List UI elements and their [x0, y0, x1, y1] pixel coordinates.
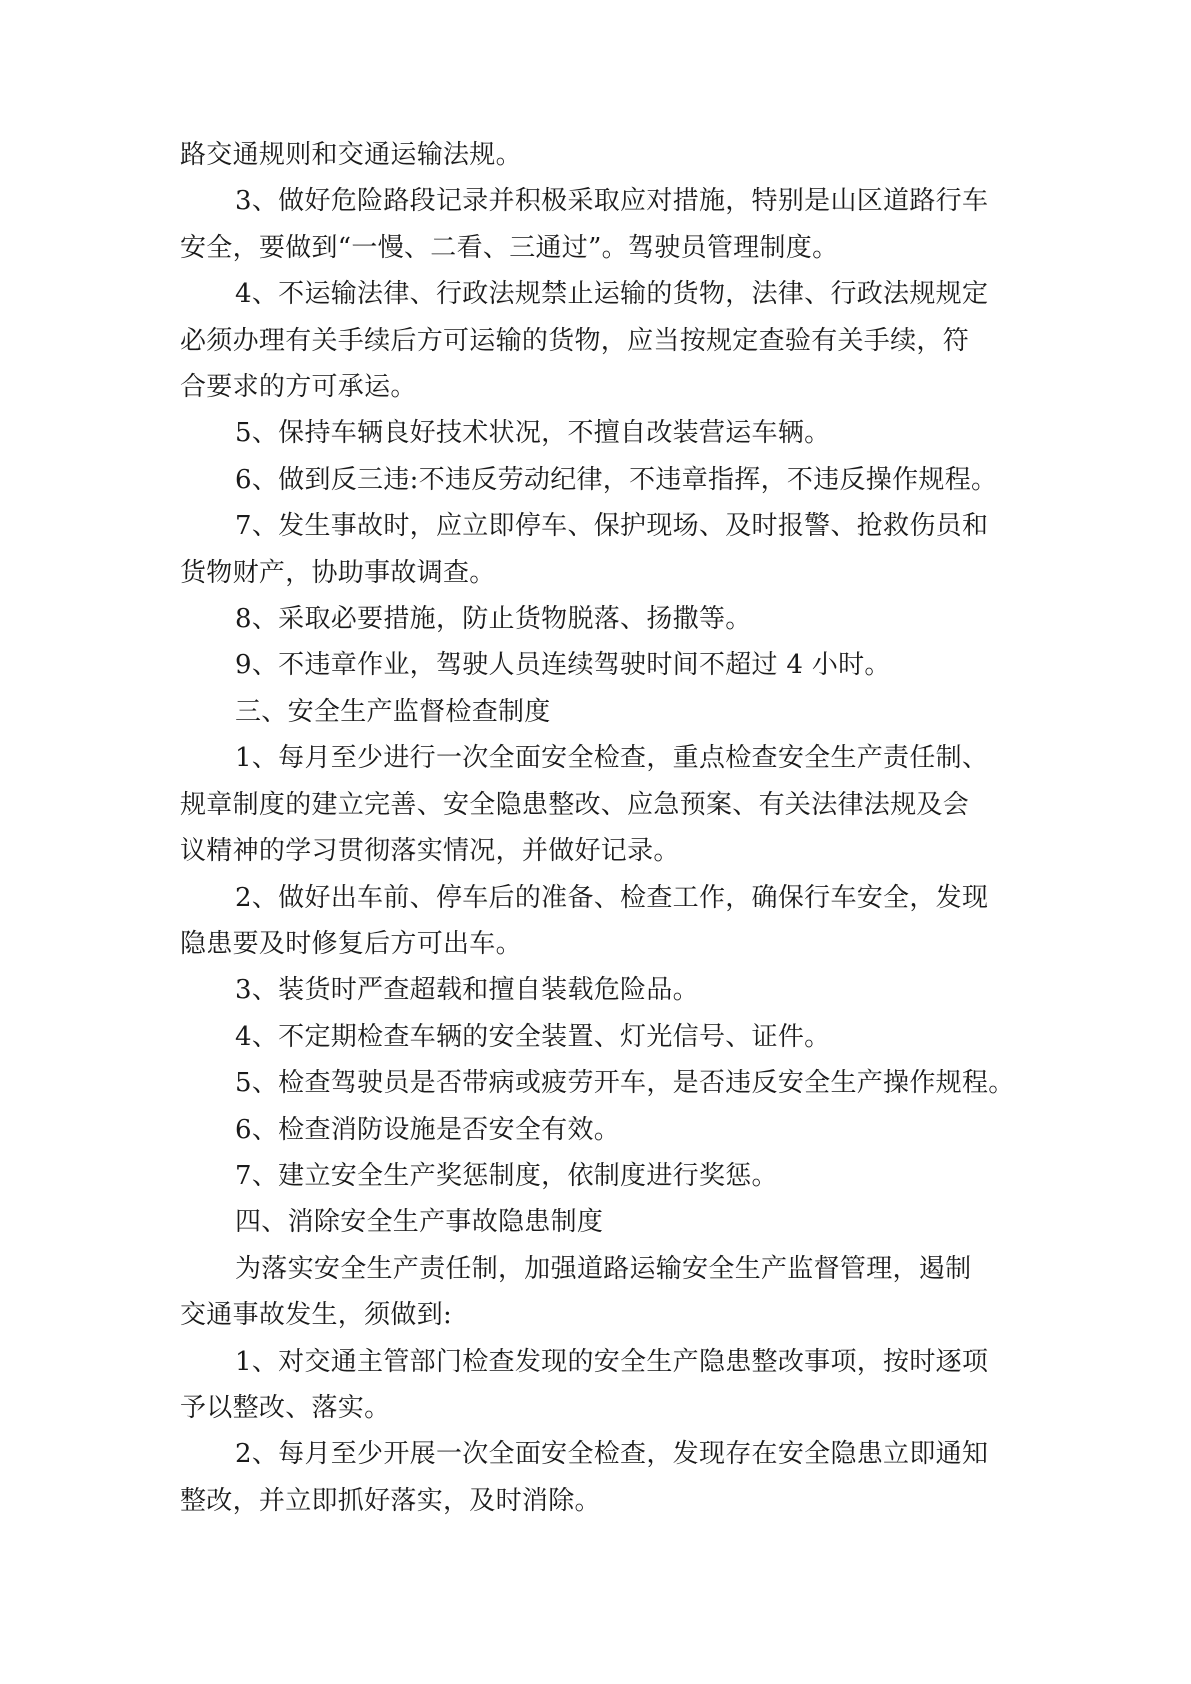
hazard-item-1-line-1: 1、对交通主管部门检查发现的安全生产隐患整改事项，按时逐项	[235, 1346, 989, 1377]
list-item-4-line-3: 合要求的方可承运。	[180, 372, 417, 403]
list-item-3-line-1: 3、做好危险路段记录并积极采取应对措施，特别是山区道路行车	[235, 186, 989, 217]
check-item-1-line-3: 议精神的学习贯彻落实情况，并做好记录。	[180, 836, 680, 867]
intro-paragraph-line-2: 交通事故发生，须做到:	[180, 1300, 453, 1331]
check-item-4: 4、不定期检查车辆的安全装置、灯光信号、证件。	[235, 1021, 831, 1052]
check-item-5: 5、检查驾驶员是否带病或疲劳开车，是否违反安全生产操作规程。	[235, 1068, 1015, 1099]
list-item-7-line-1: 7、发生事故时，应立即停车、保护现场、及时报警、抢救伤员和	[235, 511, 989, 542]
list-item-8: 8、采取必要措施，防止货物脱落、扬撒等。	[235, 604, 752, 635]
list-item-4-line-1: 4、不运输法律、行政法规禁止运输的货物，法律、行政法规规定	[235, 279, 989, 310]
list-item-6: 6、做到反三违:不违反劳动纪律，不违章指挥，不违反操作规程。	[235, 464, 998, 495]
intro-paragraph-line-1: 为落实安全生产责任制，加强道路运输安全生产监督管理，遏制	[235, 1253, 972, 1284]
list-item-9: 9、不违章作业，驾驶人员连续驾驶时间不超过 4 小时。	[235, 650, 891, 681]
list-item-5: 5、保持车辆良好技术状况，不擅自改装营运车辆。	[235, 418, 831, 449]
document-body	[180, 132, 1020, 1524]
check-item-6: 6、检查消防设施是否安全有效。	[235, 1114, 621, 1145]
hazard-item-2-line-1: 2、每月至少开展一次全面安全检查，发现存在安全隐患立即通知	[235, 1439, 989, 1470]
section-heading-4: 四、消除安全生产事故隐患制度	[235, 1207, 604, 1238]
check-item-1-line-2: 规章制度的建立完善、安全隐患整改、应急预案、有关法律法规及会	[180, 789, 970, 820]
check-item-1-line-1: 1、每月至少进行一次全面安全检查，重点检查安全生产责任制、	[235, 743, 989, 774]
check-item-2-line-1: 2、做好出车前、停车后的准备、检查工作，确保行车安全，发现	[235, 882, 989, 913]
hazard-item-2-line-2: 整改，并立即抓好落实，及时消除。	[180, 1485, 601, 1516]
check-item-3: 3、装货时严查超载和擅自装载危险品。	[235, 975, 699, 1006]
text-line: 路交通规则和交通运输法规。	[180, 140, 522, 170]
list-item-4-line-2: 必须办理有关手续后方可运输的货物，应当按规定查验有关手续，符	[180, 325, 970, 356]
check-item-2-line-2: 隐患要及时修复后方可出车。	[180, 928, 522, 959]
list-item-3-line-2: 安全，要做到“一慢、二看、三通过”。驾驶员管理制度。	[180, 232, 839, 263]
check-item-7: 7、建立安全生产奖惩制度，依制度进行奖惩。	[235, 1160, 778, 1191]
hazard-item-1-line-2: 予以整改、落实。	[180, 1392, 391, 1423]
section-heading-3: 三、安全生产监督检查制度	[235, 696, 551, 727]
list-item-7-line-2: 货物财产，协助事故调查。	[180, 557, 496, 588]
